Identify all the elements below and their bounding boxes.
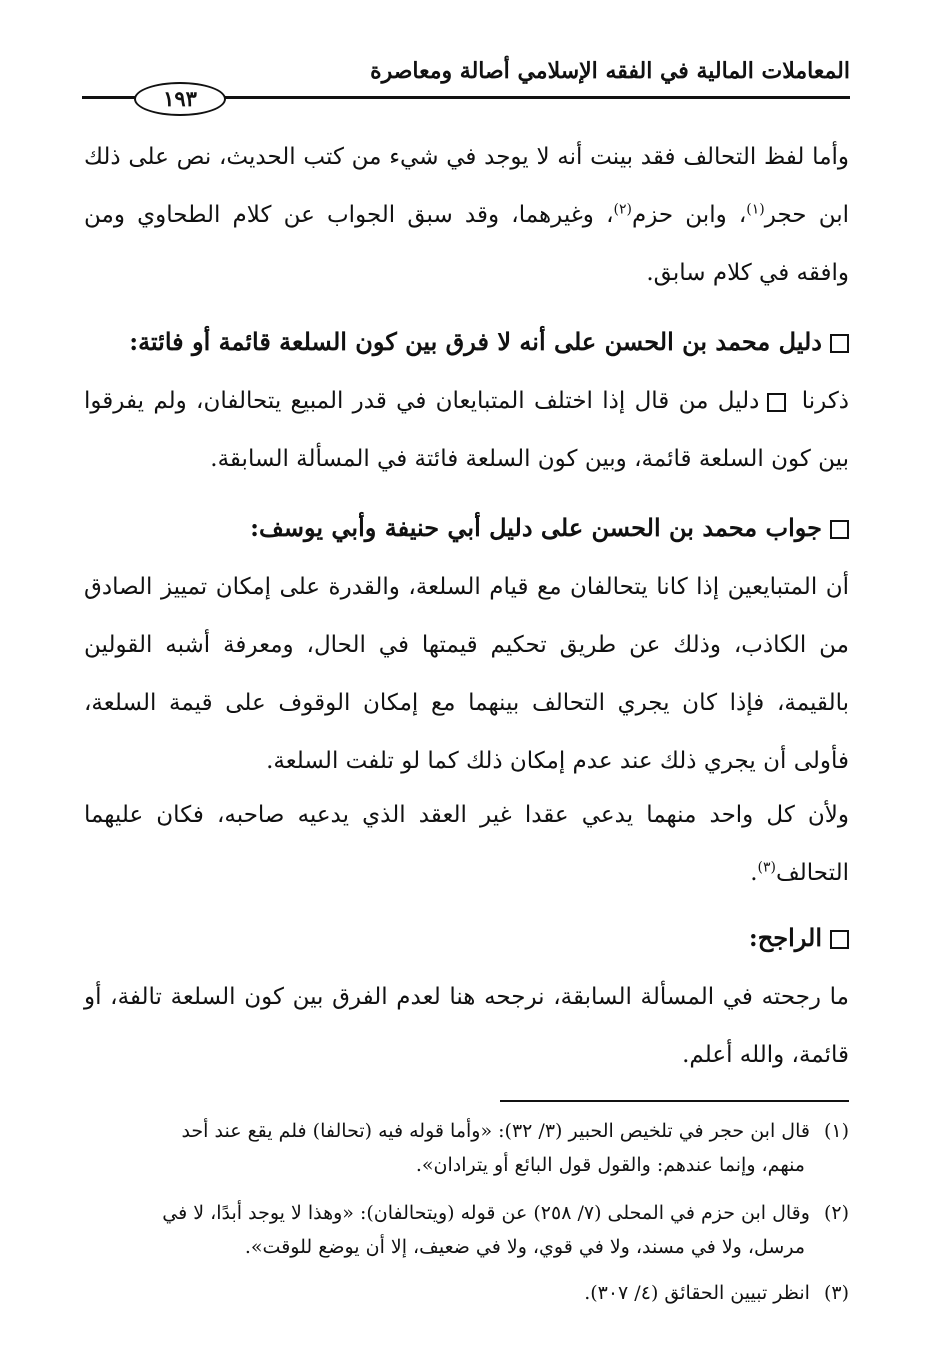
footnote-1 (84, 1114, 849, 1182)
checkbox-square-icon (767, 393, 786, 412)
heading-preferred (84, 918, 849, 958)
p4-text: ولأن كل واحد منهما يدعي عقدا غير العقد الذي يدعيه صاحبه، فكان عليهما التحالف (84, 802, 849, 886)
footnote-2-number: (٢) (823, 1202, 849, 1224)
checkbox-square-icon (830, 520, 849, 539)
footnote-1-number: (١) (823, 1120, 849, 1142)
running-header-title: المعاملات المالية في الفقه الإسلامي أصالة ومعاصرة (370, 58, 850, 84)
footnote-2-line-1: وقال ابن حزم في المحلى (٧/ ٢٥٨) عن قوله (ويتحالفان): «وهذا لا يوجد أبدًا، لا في (162, 1202, 810, 1224)
p1-line-2a: على ذلك ابن حجر (84, 144, 849, 228)
footnote-rule (500, 1100, 849, 1102)
paragraph-4 (84, 786, 849, 902)
page-number: ١٩٣ (134, 82, 226, 116)
heading-evidence (84, 322, 849, 362)
footnote-ref-2: (٢) (613, 201, 632, 218)
p1-line-2c: ، وغيرهما، وقد سبق الجواب عن كلام (232, 202, 614, 228)
heading-answer-text: جواب محمد بن الحسن على دليل أبي حنيفة وأبي يوسف: (250, 513, 822, 542)
footnote-ref-3: (٣) (757, 859, 776, 876)
paragraph-5: ما رجحته في المسألة السابقة، نرجحه هنا لعدم الفرق بين كون السلعة تالفة، أو قائمة، والله أعلم. (84, 984, 849, 1068)
footnote-3-line-1: انظر تبيين الحقائق (٤/ ٣٠٧). (584, 1282, 810, 1304)
paragraph-3: أن المتبايعين إذا كانا يتحالفان مع قيام السلعة، والقدرة على إمكان تمييز الصادق من الكاذب، وذلك عن طريق تحكيم قيمتها في الحال، ومعرفة أشبه القولين بالقيمة، فإذا كان يجري التحالف بينهما مع إمكان الوقوف على قيمة السلعة، فأولى أن يجري ذلك عند عدم إمكان ذلك كما لو تلفت السلعة. (84, 574, 849, 774)
checkbox-square-icon (830, 930, 849, 949)
p2-rest: دليل من قال إذا اختلف المتبايعان في قدر المبيع يتحالفان، ولم يفرقوا بين كون السلعة قائمة، وبين كون السلعة فائتة في المسألة السابقة. (84, 388, 849, 472)
paragraph-1 (84, 128, 849, 302)
heading-preferred-text: الراجح: (748, 923, 822, 952)
footnote-3 (84, 1276, 849, 1310)
p2-start: ذكرنا (801, 388, 850, 414)
footnote-2 (84, 1196, 849, 1264)
p1-line-1: وأما لفظ التحالف فقد بينت أنه لا يوجد في شيء من كتب الحديث، نص (176, 144, 850, 170)
footnote-ref-1: (١) (746, 201, 765, 218)
p1-line-2b: ، وابن حزم (631, 202, 747, 228)
footnote-1-line-1: قال ابن حجر في تلخيص الحبير (٣/ ٣٢): «وأما قوله فيه (تحالفا) فلم يقع عند أحد (181, 1120, 810, 1142)
checkbox-square-icon (830, 334, 849, 353)
footnote-3-number: (٣) (823, 1282, 849, 1304)
footnote-1-line-2: منهم، وإنما عندهم: والقول قول البائع أو يترادان». (415, 1154, 805, 1176)
heading-evidence-text: دليل محمد بن الحسن على أنه لا فرق بين كون السلعة قائمة أو فائتة: (129, 327, 822, 356)
footnote-2-line-2: مرسل، ولا في مسند، ولا في قوي، ولا في ضعيف، إلا أن يوضع للوقت». (244, 1236, 805, 1258)
p4-end: . (750, 860, 758, 886)
paragraph-2 (84, 372, 849, 488)
heading-answer (84, 508, 849, 548)
p1-line-3: الطحاوي ومن وافقه في كلام سابق. (84, 202, 849, 286)
